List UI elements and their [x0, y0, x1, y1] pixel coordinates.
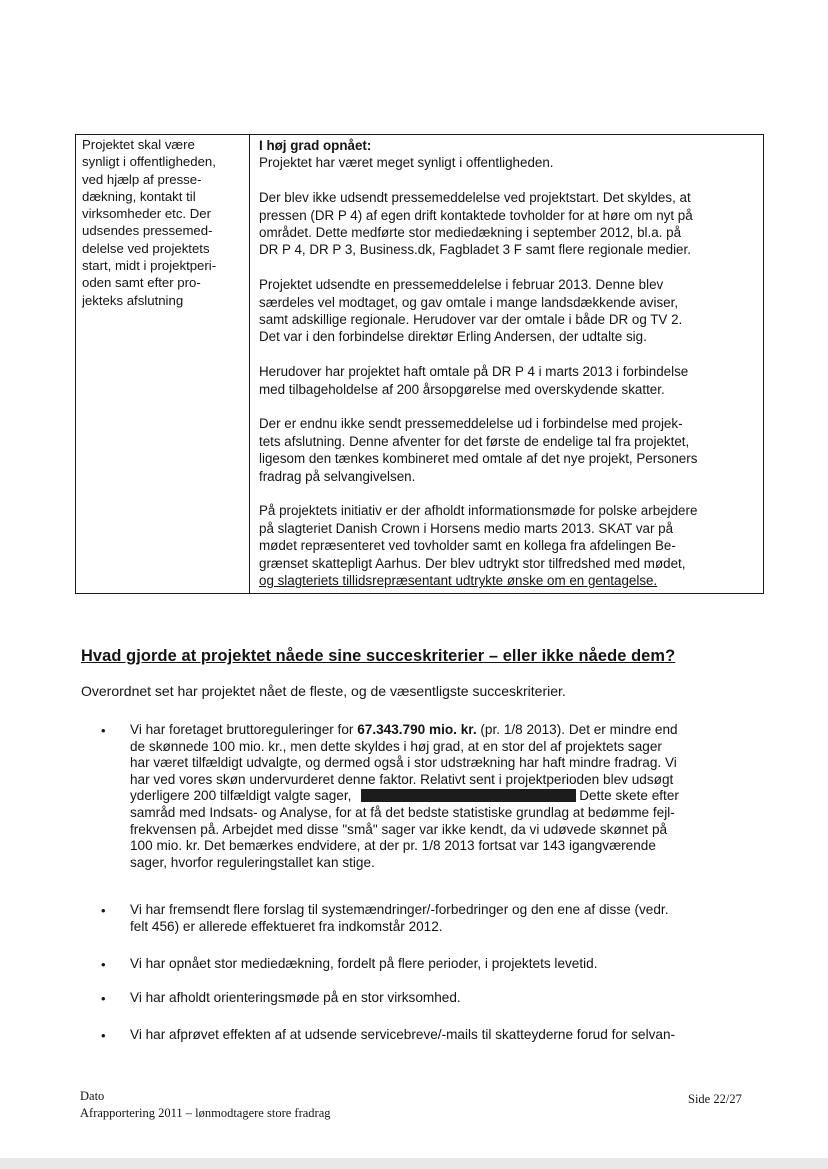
criterion-line: synligt i offentligheden,	[82, 154, 216, 170]
assessment-line: ligesom den tænkes kombineret med omtale af det nye projekt, Personers	[259, 451, 698, 467]
assessment-line: fradrag på selvangivelsen.	[259, 468, 416, 484]
assessment-heading: I høj grad opnået:	[259, 138, 372, 153]
bullet-item	[130, 956, 760, 973]
footer-report-label: Afrapportering 2011 – lønmodtagere store fradrag	[80, 1106, 331, 1120]
assessment-line: Herudover har projektet haft omtale på DR P 4 i marts 2013 i forbindelse	[259, 364, 689, 380]
assessment-paragraph	[259, 276, 759, 346]
criterion-cell	[82, 136, 246, 309]
bullet-marker: •	[101, 1028, 106, 1043]
table-column-divider	[249, 135, 250, 593]
assessment-line: tets afslutning. Denne afventer for det første de endelige tal fra projektet,	[259, 433, 690, 449]
bullet-marker: •	[101, 723, 106, 738]
bullet-line: samråd med Indsats- og Analyse, for at få det bedste statistiske grundlag at bedømme fejl-	[130, 804, 675, 820]
assessment-line: området. Dette medførte stor mediedækning i september 2012, bl.a. på	[259, 225, 682, 241]
section-heading: Hvad gjorde at projektet nåede sine succeskriterier – eller ikke nåede dem?	[81, 647, 676, 665]
bullet-marker: •	[101, 991, 106, 1006]
assessment-line: Der blev ikke udsendt pressemeddelelse ved projektstart. Det skyldes, at	[259, 190, 691, 206]
footer-left	[80, 1088, 331, 1122]
assessment-cell	[259, 137, 759, 589]
assessment-line: med tilbageholdelse af 200 årsopgørelse med overskydende skatter.	[259, 381, 665, 397]
bullet-line: yderligere 200 tilfældigt valgte sager, Dette skete efter	[130, 788, 679, 804]
criterion-line: Projektet skal være	[82, 137, 195, 152]
bullet-item	[130, 1027, 760, 1044]
scan-edge	[0, 1158, 828, 1169]
assessment-line: pressen (DR P 4) af egen drift kontaktede tovholder for at høre om nyt på	[259, 207, 693, 223]
bullet-line: de skønnede 100 mio. kr., men dette skyldes i høj grad, at en stor del af projektets sager	[130, 738, 662, 754]
criterion-line: start, midt i projektperi-	[82, 258, 217, 274]
assessment-line: Der er endnu ikke sendt pressemeddelelse ud i forbindelse med projek-	[259, 416, 683, 432]
assessment-line: Projektet udsendte en pressemeddelelse i februar 2013. Denne blev	[259, 277, 664, 293]
bullet-line: frekvensen på. Arbejdet med disse "små" sager var ikke kendt, da vi udøvede skønnet på	[130, 821, 668, 837]
assessment-line: Projektet har været meget synligt i offentligheden.	[259, 155, 554, 171]
bullet-line: har ved vores skøn undervurderet denne faktor. Relativt sent i projektperioden blev udsøgt	[130, 771, 674, 787]
assessment-line: Det var i den forbindelse direktør Erling Andersen, der udtalte sig.	[259, 329, 647, 345]
assessment-paragraph	[259, 189, 759, 259]
bullet-item	[130, 722, 760, 871]
bullet-line: sager, hvorfor reguleringstallet kan stige.	[130, 854, 375, 870]
assessment-line: på slagteriet Danish Crown i Horsens medio marts 2013. SKAT var på	[259, 520, 674, 536]
criterion-line: delelse ved projektets	[82, 240, 210, 256]
bullet-line: Vi har opnået stor mediedækning, fordelt på flere perioder, i projektets levetid.	[130, 956, 598, 971]
section-intro: Overordnet set har projektet nået de fleste, og de væsentligste succeskriterier.	[81, 683, 566, 699]
assessment-line: særdeles vel modtaget, og gav omtale i mange landsdækkende aviser,	[259, 294, 679, 310]
criterion-line: udsendes pressemed-	[82, 223, 213, 239]
page-number: Side 22/27	[688, 1092, 742, 1106]
assessment-paragraph	[259, 415, 759, 485]
assessment-line: På projektets initiativ er der afholdt informationsmøde for polske arbejdere	[259, 503, 698, 519]
bullet-line: har været tilfældigt udvalgte, og dermed også i stor udstrækning har haft mindre fradrag. Vi	[130, 755, 677, 771]
assessment-paragraph	[259, 154, 759, 171]
bullet-line: felt 456) er allerede effektueret fra indkomstår 2012.	[130, 918, 443, 934]
success-criteria-table	[75, 134, 764, 594]
bullet-marker: •	[101, 903, 106, 918]
criterion-line: oden samt efter pro-	[82, 275, 201, 291]
criterion-line: dækning, kontakt til	[82, 188, 196, 204]
assessment-line: samt adskillige regionale. Herudover var der omtale i både DR og TV 2.	[259, 312, 683, 328]
bullet-marker: •	[101, 957, 106, 972]
footer-date-label: Dato	[80, 1089, 105, 1103]
bullet-item	[130, 902, 760, 935]
assessment-line: og slagteriets tillidsrepræsentant udtrykte ønske om en gentagelse.	[259, 573, 658, 589]
assessment-line: grænset skattepligt Aarhus. Der blev udtrykt stor tilfredshed med mødet,	[259, 555, 686, 571]
criterion-line: virksomheder etc. Der	[82, 206, 211, 222]
assessment-paragraph	[259, 363, 759, 398]
amount-highlight: 67.343.790 mio. kr.	[357, 722, 477, 737]
bullet-line: Vi har afprøvet effekten af at udsende servicebreve/-mails til skatteyderne forud for selvan-	[130, 1027, 676, 1042]
bullet-line: 100 mio. kr. Det bemærkes endvidere, at der pr. 1/8 2013 fortsat var 143 igangværende	[130, 838, 656, 854]
bullet-line: Vi har afholdt orienteringsmøde på en stor virksomhed.	[130, 990, 461, 1005]
criterion-line: ved hjælp af presse-	[82, 171, 202, 187]
assessment-line: mødet repræsenteret ved tovholder samt en kollega fra afdelingen Be-	[259, 538, 676, 554]
bullet-line: Vi har foretaget bruttoreguleringer for 67.343.790 mio. kr. (pr. 1/8 2013). Det er mindre end	[130, 722, 678, 737]
assessment-paragraph	[259, 502, 759, 589]
bullet-line: Vi har fremsendt flere forslag til systemændringer/-forbedringer og den ene af disse (vedr.	[130, 902, 669, 917]
criterion-line: jekteks afslutning	[82, 292, 184, 308]
redaction-bar	[361, 789, 576, 802]
bullet-item	[130, 990, 760, 1007]
assessment-line: DR P 4, DR P 3, Business.dk, Fagbladet 3 F samt flere regionale medier.	[259, 242, 691, 258]
